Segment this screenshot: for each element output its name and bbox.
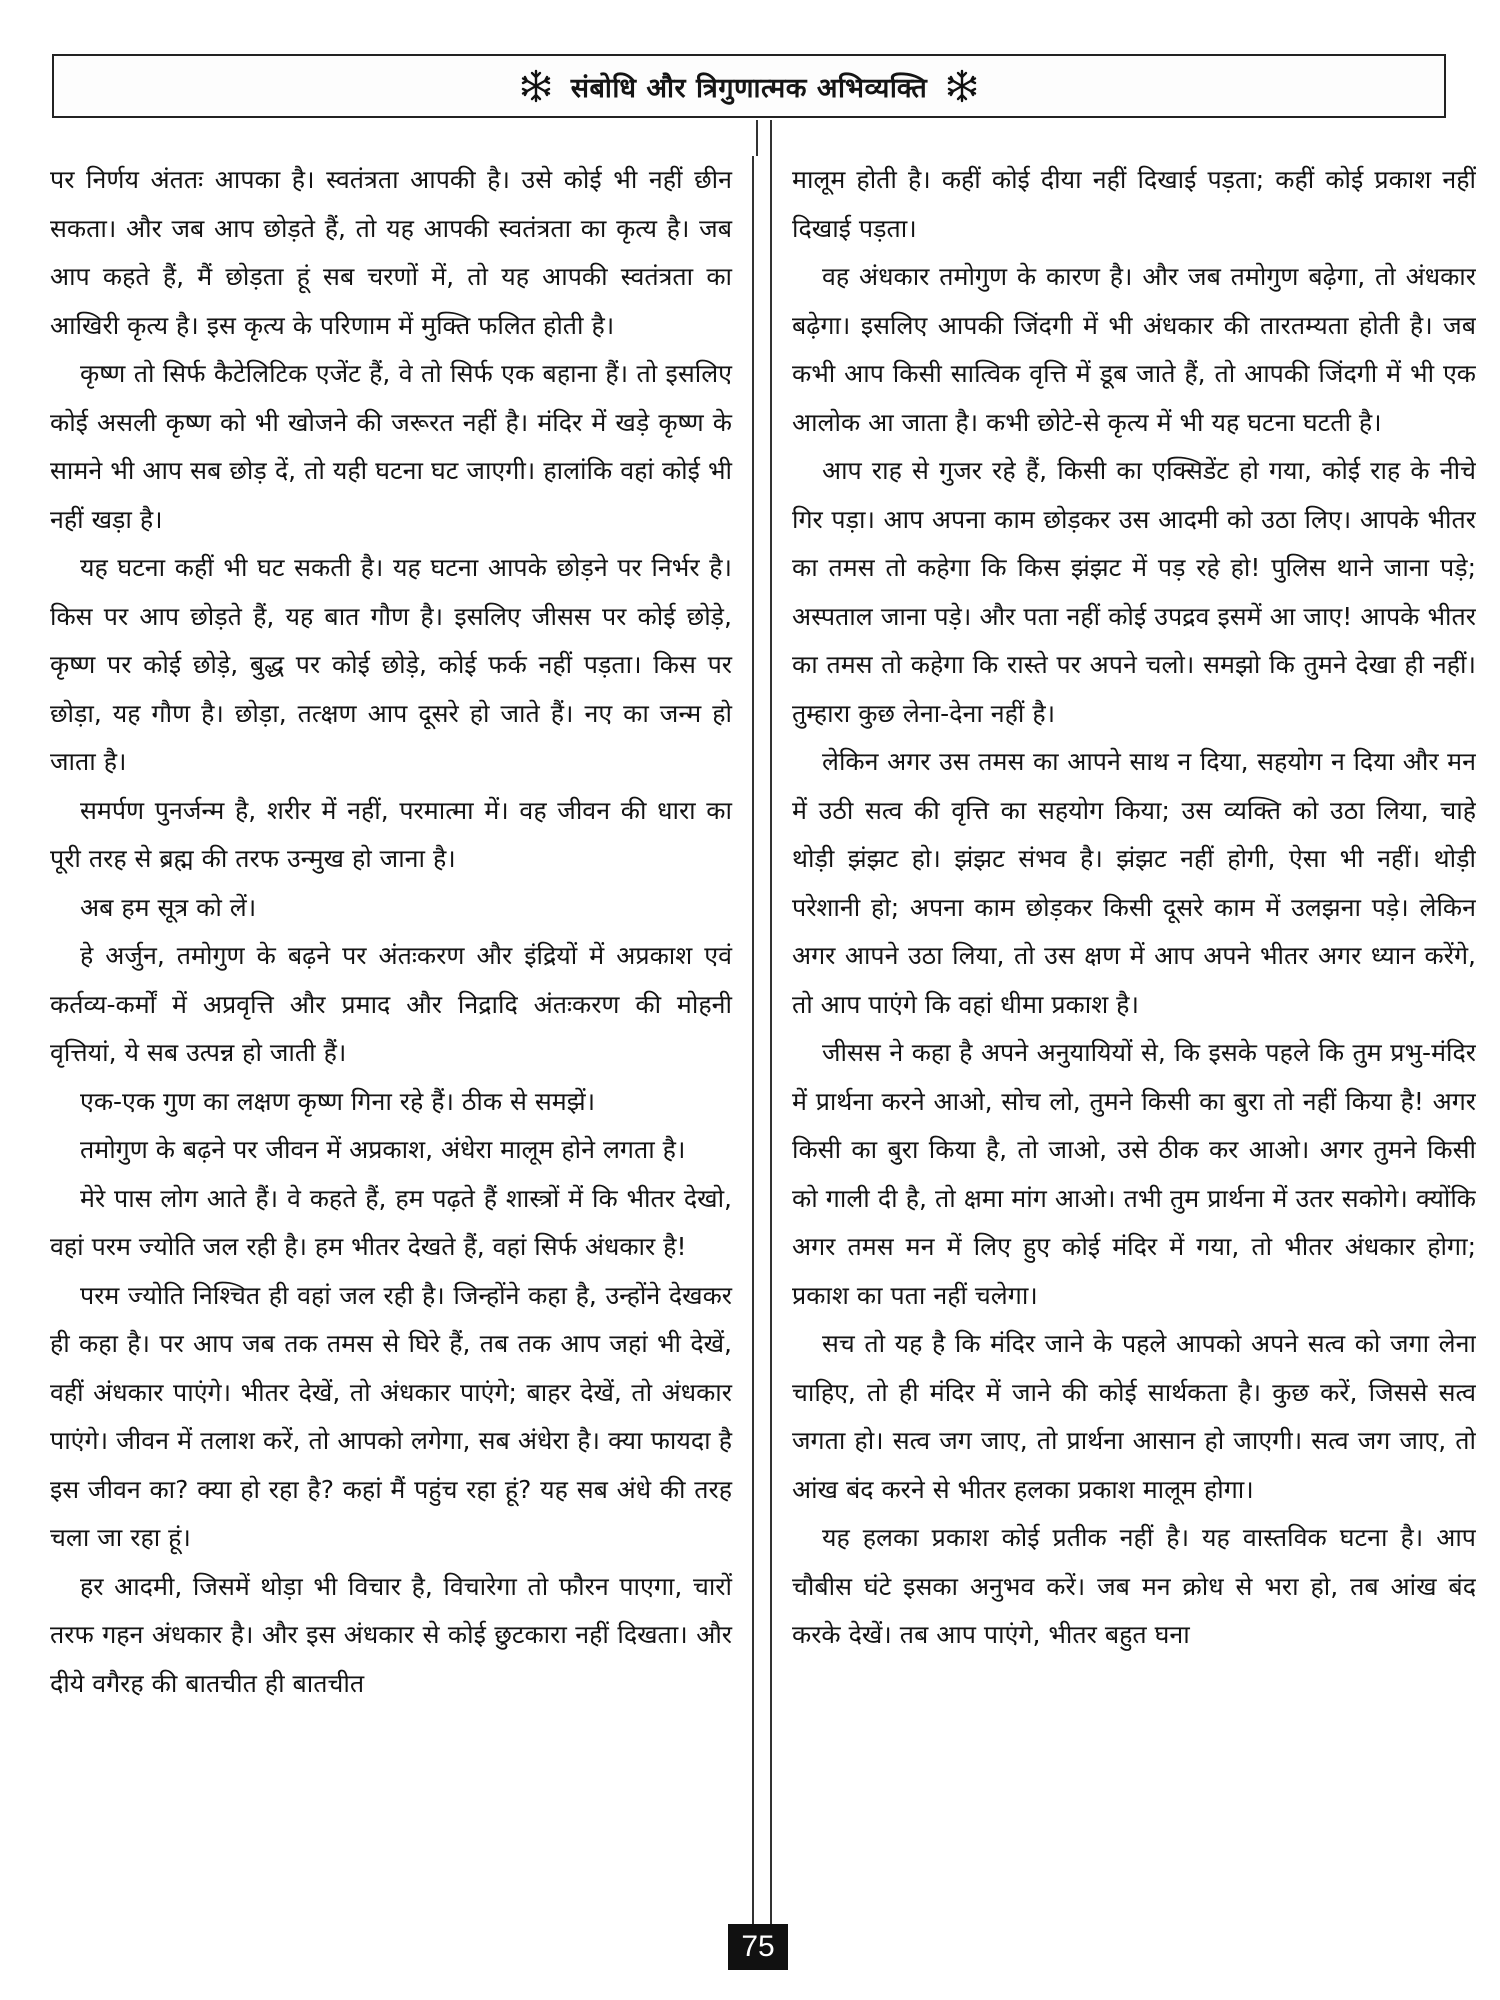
paragraph: जीसस ने कहा है अपने अनुयायियों से, कि इसके पहले कि तुम प्रभु-मंदिर में प्रार्थना करने आओ, सोच लो, तुमने किसी का बुरा तो नहीं किया है! अगर किसी का बुरा किया है, तो जाओ, उसे ठीक कर आओ। अगर तुमने किसी को गाली दी है, तो क्षमा मांग आओ। तभी तुम प्रार्थना में उतर सकोगे। क्योंकि अगर तमस मन में लिए हुए कोई मंदिर में गया, तो भीतर अंधकार होगा; प्रकाश का पता नहीं चलेगा। (792, 1038, 1476, 1310)
paragraph: लेकिन अगर उस तमस का आपने साथ न दिया, सहयोग न दिया और मन में उठी सत्व की वृत्ति का सहयोग किया; उस व्यक्ति को उठा लिया, चाहे थोड़ी झंझट हो। झंझट संभव है। झंझट नहीं होगी, ऐसा भी नहीं। थोड़ी परेशानी हो; अपना काम छोड़कर किसी दूसरे काम में उलझना पड़े। लेकिन अगर आपने उठा लिया, तो उस क्षण में आप अपने भीतर अगर ध्यान करेंगे, तो आप पाएंगे कि वहां धीमा प्रकाश है। (792, 747, 1476, 1019)
paragraph: एक-एक गुण का लक्षण कृष्ण गिना रहे हैं। ठीक से समझें। (80, 1086, 596, 1116)
paragraph: मालूम होती है। कहीं कोई दीया नहीं दिखाई पड़ता; कहीं कोई प्रकाश नहीं दिखाई पड़ता। (792, 165, 1476, 243)
chapter-title: संबोधि और त्रिगुणात्मक अभिव्यक्ति (570, 72, 928, 104)
running-header-inner (519, 68, 980, 105)
paragraph: हे अर्जुन, तमोगुण के बढ़ने पर अंतःकरण और इंद्रियों में अप्रकाश एवं कर्तव्य-कर्मों में अप्रवृत्ति और प्रमाद और निद्रादि अंतःकरण की मोहनी वृत्तियां, ये सब उत्पन्न हो जाती हैं। (50, 941, 732, 1067)
paragraph: समर्पण पुनर्जन्म है, शरीर में नहीं, परमात्मा में। वह जीवन की धारा का पूरी तरह से ब्रह्म की तरफ उन्मुख हो जाना है। (50, 795, 732, 873)
paragraph: वह अंधकार तमोगुण के कारण है। और जब तमोगुण बढ़ेगा, तो अंधकार बढ़ेगा। इसलिए आपकी जिंदगी में भी अंधकार की तारतम्यता होती है। जब कभी आप किसी सात्विक वृत्ति में डूब जाते हैं, तो आपकी जिंदगी में भी एक आलोक आ जाता है। कभी छोटे-से कृत्य में भी यह घटना घटती है। (792, 262, 1476, 437)
paragraph: आप राह से गुजर रहे हैं, किसी का एक्सिडेंट हो गया, कोई राह के नीचे गिर पड़ा। आप अपना काम छोड़कर उस आदमी को उठा लिए। आपके भीतर का तमस तो कहेगा कि किस झंझट में पड़ रहे हो! पुलिस थाने जाना पड़े; अस्पताल जाना पड़े। और पता नहीं कोई उपद्रव इसमें आ जाए! आपके भीतर का तमस तो कहेगा कि रास्ते पर अपने चलो। समझो कि तुमने देखा ही नहीं। तुम्हारा कुछ लेना-देना नहीं है। (792, 456, 1476, 728)
paragraph: यह घटना कहीं भी घट सकती है। यह घटना आपके छोड़ने पर निर्भर है। किस पर आप छोड़ते हैं, यह बात गौण है। इसलिए जीसस पर कोई छोड़े, कृष्ण पर कोई छोड़े, बुद्ध पर कोई छोड़े, कोई फर्क नहीं पड़ता। किस पर छोड़ा, यह गौण है। छोड़ा, तत्क्षण आप दूसरे हो जाते हैं। नए का जन्म हो जाता है। (50, 553, 732, 776)
running-header (52, 54, 1446, 118)
paragraph: परम ज्योति निश्चित ही वहां जल रही है। जिन्होंने कहा है, उन्होंने देखकर ही कहा है। पर आप जब तक तमस से घिरे हैं, तब तक आप जहां भी देखें, वहीं अंधकार पाएंगे। भीतर देखें, तो अंधकार पाएंगे; बाहर देखें, तो अंधकार पाएंगे। जीवन में तलाश करें, तो आपको लगेगा, सब अंधेरा है। क्या फायदा है इस जीवन का? क्या हो रहा है? कहां मैं पहुंच रहा हूं? यह सब अंधे की तरह चला जा रहा हूं। (50, 1280, 732, 1552)
snowflake-icon (519, 69, 553, 103)
page-number: 75 (728, 1924, 788, 1970)
paragraph: पर निर्णय अंततः आपका है। स्वतंत्रता आपकी है। उसे कोई भी नहीं छीन सकता। और जब आप छोड़ते हैं, तो यह आपकी स्वतंत्रता का कृत्य है। जब आप कहते हैं, मैं छोड़ता हूं सब चरणों में, तो यह आपकी स्वतंत्रता का आखिरी कृत्य है। इस कृत्य के परिणाम में मुक्ति फलित होती है। (50, 165, 732, 340)
paragraph: तमोगुण के बढ़ने पर जीवन में अप्रकाश, अंधेरा मालूम होने लगता है। (80, 1135, 686, 1164)
paragraph: अब हम सूत्र को लें। (80, 892, 257, 922)
paragraph: मेरे पास लोग आते हैं। वे कहते हैं, हम पढ़ते हैं शास्त्रों में कि भीतर देखो, वहां परम ज्योति जल रही है। हम भीतर देखते हैं, वहां सिर्फ अंधकार है! (50, 1183, 732, 1261)
paragraph: हर आदमी, जिसमें थोड़ा भी विचार है, विचारेगा तो फौरन पाएगा, चारों तरफ गहन अंधकार है। और इस अंधकार से कोई छुटकारा नहीं दिखता। और दीये वगैरह की बातचीत ही बातचीत (50, 1571, 732, 1698)
left-column (50, 156, 754, 1926)
snowflake-icon (945, 69, 979, 103)
right-column (770, 156, 1476, 1926)
paragraph: सच तो यह है कि मंदिर जाने के पहले आपको अपने सत्व को जगा लेना चाहिए, तो ही मंदिर में जाने की कोई सार्थकता है। कुछ करें, जिससे सत्व जगता हो। सत्व जग जाए, तो प्रार्थना आसान हो जाएगी। सत्व जग जाए, तो आंख बंद करने से भीतर हलका प्रकाश मालूम होगा। (792, 1329, 1476, 1504)
column-divider-top-right (770, 120, 772, 156)
column-divider-top-left (756, 120, 758, 156)
paragraph: कृष्ण तो सिर्फ कैटेलिटिक एजेंट हैं, वे तो सिर्फ एक बहाना हैं। तो इसलिए कोई असली कृष्ण को भी खोजने की जरूरत नहीं है। मंदिर में खड़े कृष्ण के सामने भी आप सब छोड़ दें, तो यही घटना घट जाएगी। हालांकि वहां कोई भी नहीं खड़ा है। (50, 359, 732, 534)
paragraph: यह हलका प्रकाश कोई प्रतीक नहीं है। यह वास्तविक घटना है। आप चौबीस घंटे इसका अनुभव करें। जब मन क्रोध से भरा हो, तब आंख बंद करके देखें। तब आप पाएंगे, भीतर बहुत घना (792, 1523, 1476, 1649)
